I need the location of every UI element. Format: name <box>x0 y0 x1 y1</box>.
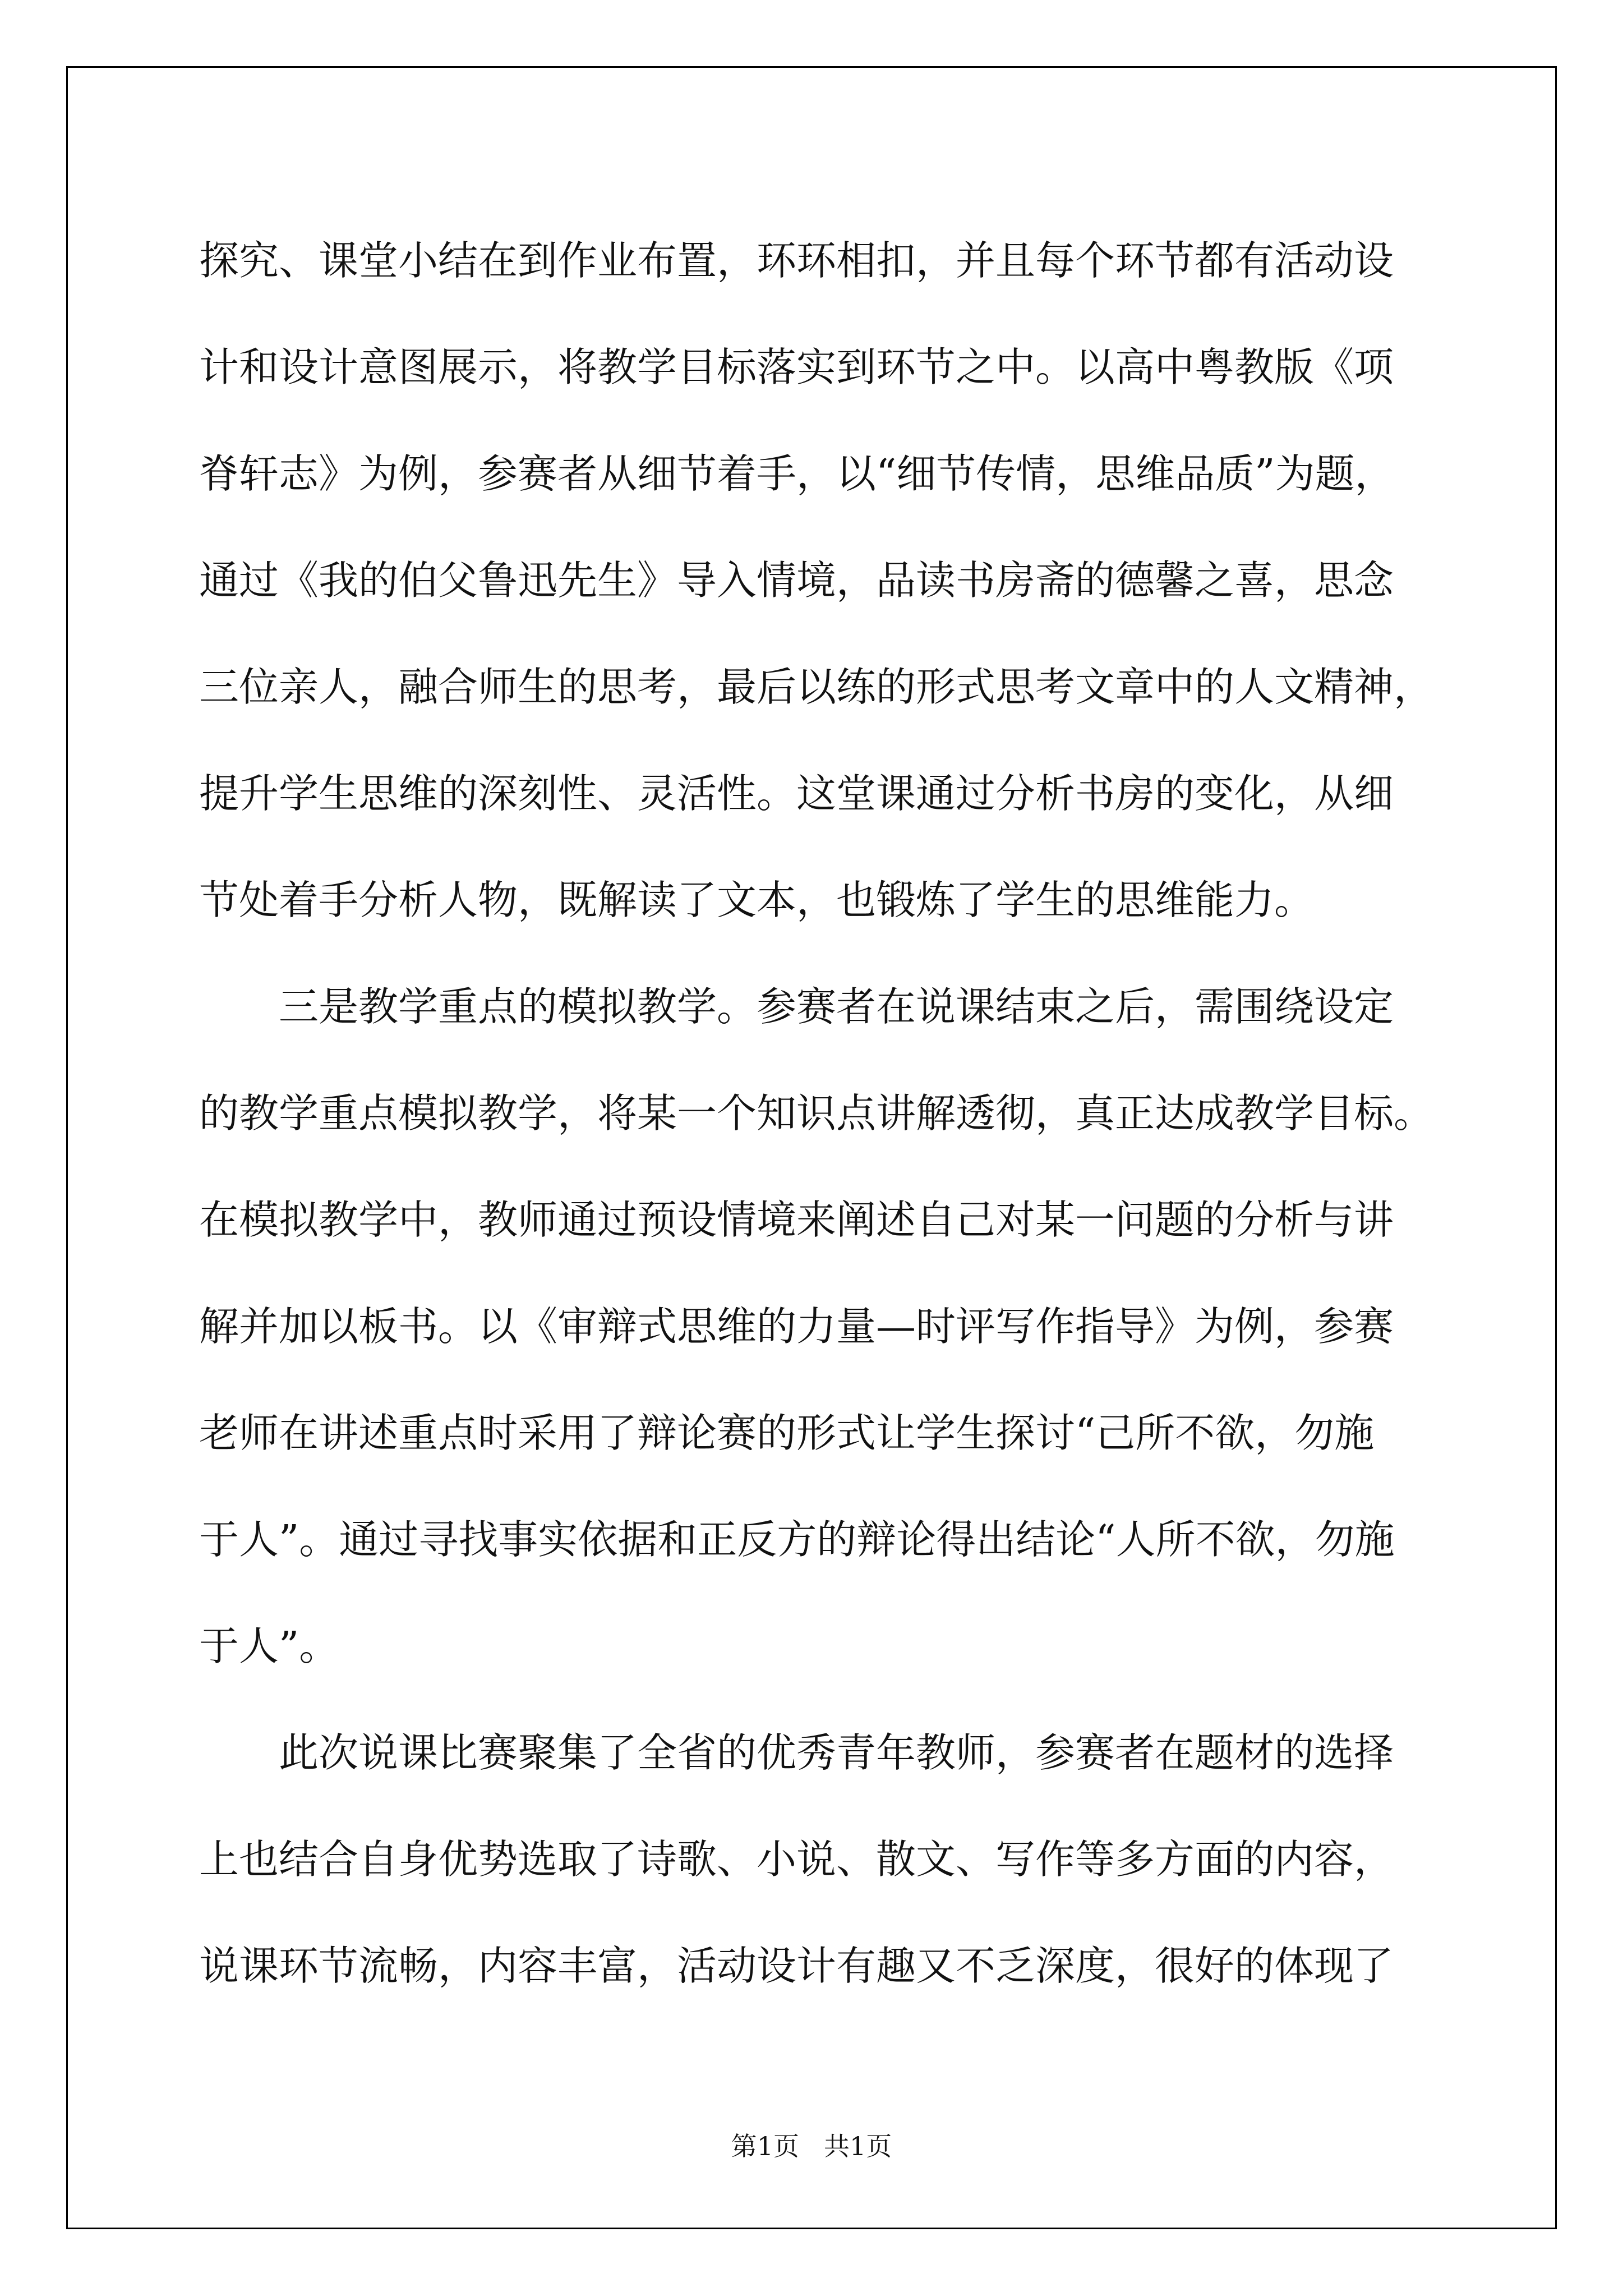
page-number: 第1页 <box>731 2131 800 2161</box>
paragraph-start-line: 此次说课比赛聚集了全省的优秀青年教师，参赛者在题材的选择 <box>279 1729 1394 1776</box>
document-body <box>199 208 1433 2019</box>
text-line: 的教学重点模拟教学，将某一个知识点讲解透彻，真正达成教学目标。 <box>199 1090 1434 1137</box>
text-line: 于人”。通过寻找事实依据和正反方的辩论得出结论“人所不欲，勿施 <box>199 1516 1395 1563</box>
paragraph-start-line: 三是教学重点的模拟教学。参赛者在说课结束之后，需围绕设定 <box>279 983 1394 1030</box>
text-line: 上也结合自身优势选取了诗歌、小说、散文、写作等多方面的内容， <box>199 1836 1394 1883</box>
text-line: 于人”。 <box>199 1623 339 1669</box>
page-total: 共1页 <box>823 2131 892 2161</box>
text-line: 三位亲人，融合师生的思考，最后以练的形式思考文章中的人文精神， <box>199 664 1434 710</box>
text-line: 解并加以板书。以《审辩式思维的力量—时评写作指导》为例，参赛 <box>199 1303 1394 1350</box>
page-footer <box>0 2126 1623 2163</box>
text-line: 计和设计意图展示，将教学目标落实到环节之中。以高中粤教版《项 <box>199 344 1394 390</box>
text-line: 说课环节流畅，内容丰富，活动设计有趣又不乏深度，很好的体现了 <box>199 1943 1394 1989</box>
text-line: 通过《我的伯父鲁迅先生》导入情境，品读书房斋的德馨之喜，思念 <box>199 557 1394 604</box>
text-line: 在模拟教学中，教师通过预设情境来阐述自己对某一问题的分析与讲 <box>199 1197 1394 1243</box>
text-line: 脊轩志》为例，参赛者从细节着手，以“细节传情，思维品质”为题， <box>199 450 1395 497</box>
text-line: 节处着手分析人物，既解读了文本，也锻炼了学生的思维能力。 <box>199 877 1315 923</box>
text-line: 老师在讲述重点时采用了辩论赛的形式让学生探讨“己所不欲，勿施 <box>199 1410 1375 1456</box>
text-line: 探究、课堂小结在到作业布置，环环相扣，并且每个环节都有活动设 <box>199 237 1394 284</box>
text-line: 提升学生思维的深刻性、灵活性。这堂课通过分析书房的变化，从细 <box>199 770 1394 817</box>
